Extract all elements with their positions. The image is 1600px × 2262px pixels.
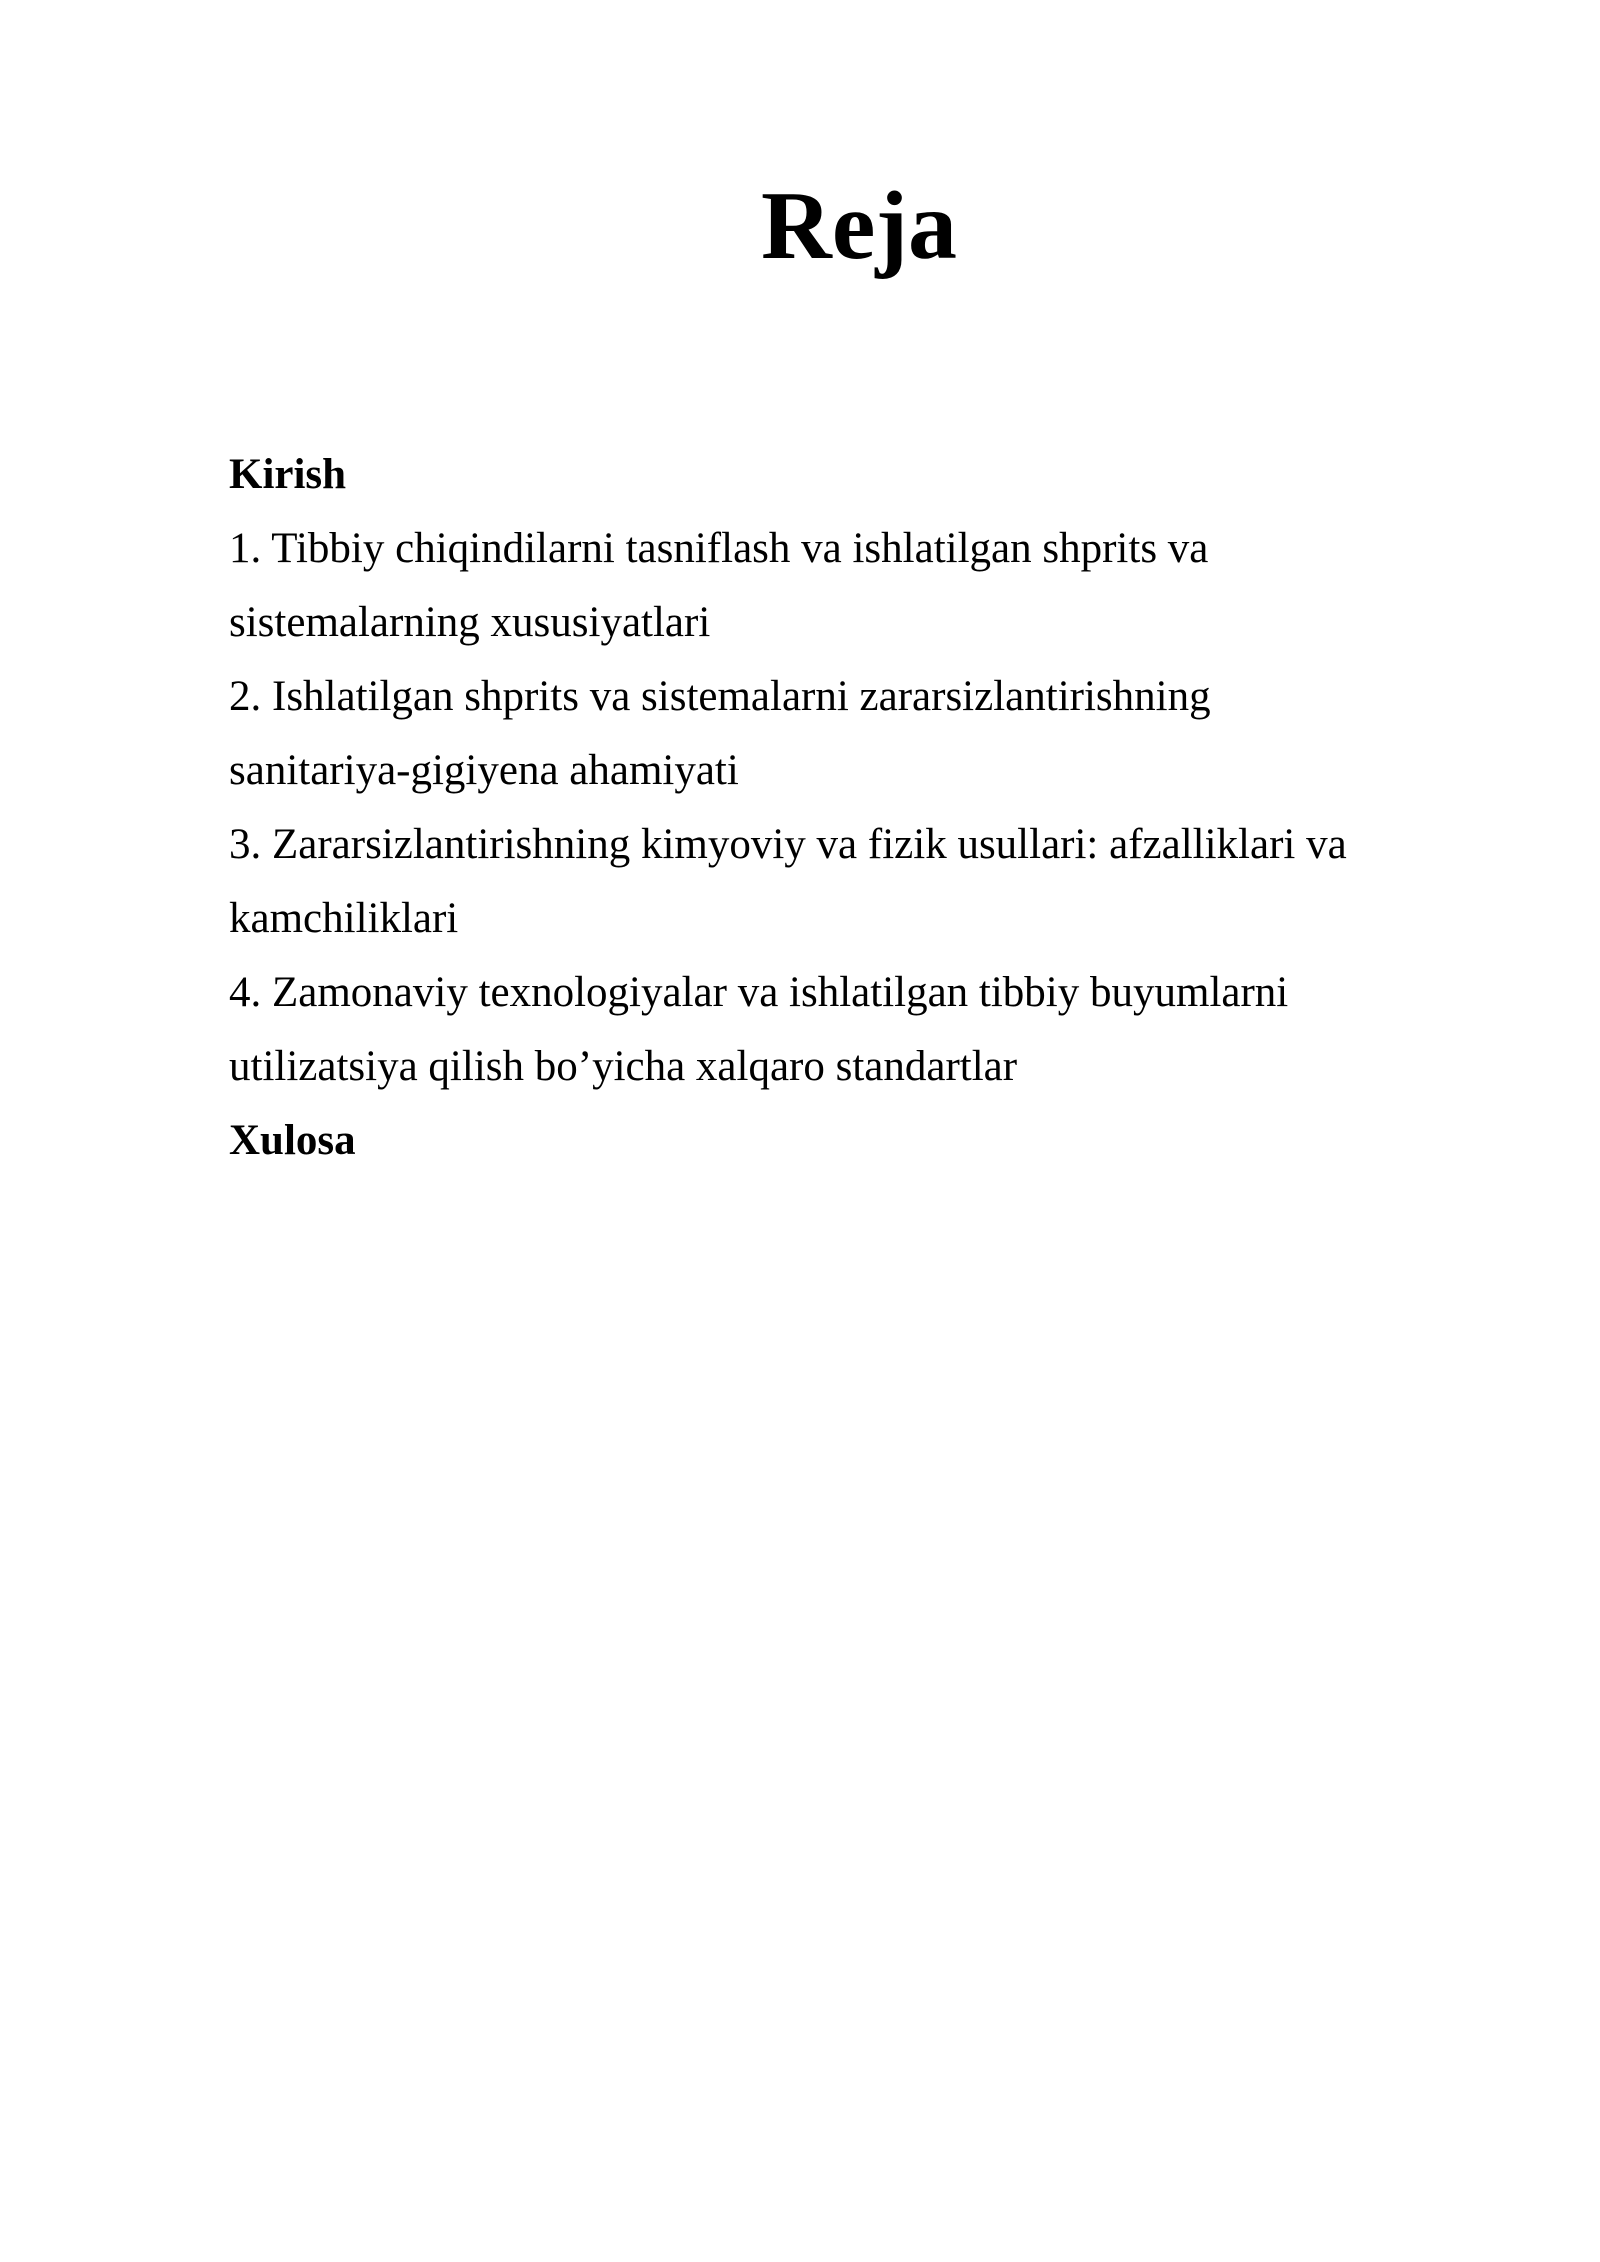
conclusion-heading: Xulosa (229, 1117, 356, 1164)
plan-item-2-line-1: 2. Ishlatilgan shprits va sistemalarni zararsizlantirishning (229, 673, 1211, 720)
plan-item-3 (229, 808, 1479, 956)
plan-item-3-line-2: kamchiliklari (229, 895, 459, 942)
page-title: Reja (761, 172, 957, 280)
plan-item-1-line-2: sistemalarning xususiyatlari (229, 599, 711, 646)
plan-item-3-line-1: 3. Zararsizlantirishning kimyoviy va fizik usullari: afzalliklari va (229, 821, 1347, 868)
plan-item-4 (229, 956, 1479, 1104)
intro-heading: Kirish (229, 451, 347, 498)
plan-list (229, 438, 1479, 1178)
plan-item-1-line-1: 1. Tibbiy chiqindilarni tasniflash va ishlatilgan shprits va (229, 525, 1209, 572)
plan-item-2 (229, 660, 1479, 808)
plan-item-4-line-1: 4. Zamonaviy texnologiyalar va ishlatilgan tibbiy buyumlarni (229, 969, 1289, 1016)
plan-item-2-line-2: sanitariya-gigiyena ahamiyati (229, 747, 739, 794)
plan-item-4-line-2: utilizatsiya qilish bo’yicha xalqaro standartlar (229, 1043, 1018, 1090)
plan-item-1 (229, 512, 1479, 660)
